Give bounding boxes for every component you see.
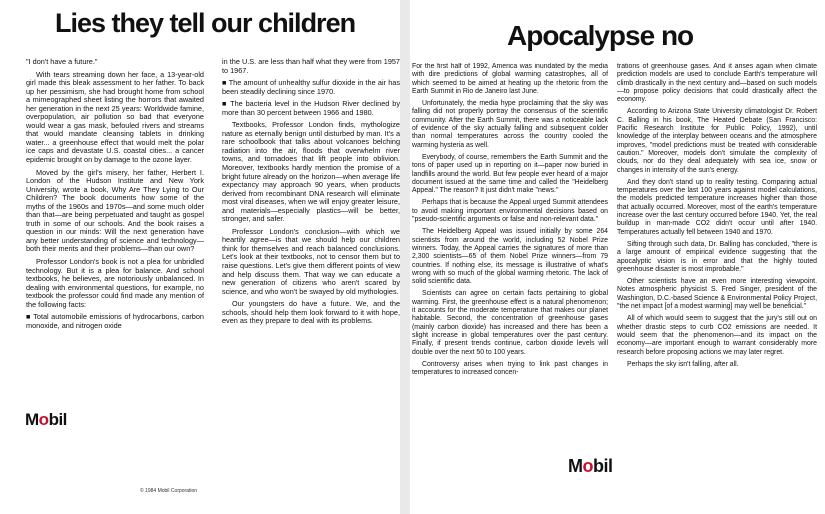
paragraph: Our youngsters do have a future. We, and the schools, should help them look forward to it with hope, even as they prepare to deal with its problems. xyxy=(222,299,400,326)
paragraph: Professor London's book is not a plea for unbridled technology. But it is a plea for balance. And school textbooks, he believes, are notoriously unbalanced. In dealing with environmental questions, for example, no textbook the professor could find made any mention of the following facts: xyxy=(26,257,204,309)
paragraph: ■ The bacteria level in the Hudson River declined by more than 30 percent between 1966 and 1980. xyxy=(222,99,400,117)
paragraph: Textbooks, Professor London finds, mythologize nature as eternally benign until disturbed by man. It's a rare schoolbook that talks about volcanoes belching radiation into the air, floods that overwhelm river towns, and tornadoes that lift people into oblivion. Moreover, textbooks hardly mention the promise of a bright future already on the horizon—when average life expectancy may approach 90 years, when products derived from recombinant DNA research will eliminate most viral diseases, when we will enjoy greater leisure, and materials—especially plastics—will be better, stronger, and safer. xyxy=(222,120,400,224)
paragraph: in the U.S. are less than half what they were from 1957 to 1967. xyxy=(222,58,400,75)
paragraph: ■ Total automobile emissions of hydrocarbons, carbon monoxide, and nitrogen oxide xyxy=(26,312,204,330)
paragraph: Perhaps the sky isn't falling, after all. xyxy=(627,360,739,368)
paragraph: Professor London's conclusion—with which we heartily agree—is that we should help our children think for themselves and reach balanced conclusions. Let's look at their textbooks, not to censor them but to raise questions. Let's give them different points of view and help discuss them. That way we can educate a new generation of citizens who aren't scared by science, and who won't be swayed by old mythologies. xyxy=(222,226,400,296)
paragraph: And they don't stand up to reality testing. Comparing actual temperatures over the last 100 years against model calculations, the models predicted temperature increases higher than those that actually occurred. Moreover, most of the earth's temperature increase over the last century occurred before 1940. Yet, the real buildup in man-made CO2 didn't occur until after 1940. Temperatures actually fell between 1940 and 1970. xyxy=(617,178,817,236)
mobil-logo: Mobil xyxy=(568,456,613,476)
paragraph: trations of greenhouse gases. And it arises again when climate prediction models are used to conclude Earth's temperature will climb drastically in the next century and—based on such models—to propose policy decisions that could drastically affect the economy. xyxy=(617,63,817,104)
paragraph: "I don't have a future." xyxy=(26,58,98,66)
paragraph: Everybody, of course, remembers the Earth Summit and the tons of paper used up in reporting on it—paper now buried in landfills around the world. But few people ever heard of a major document issued at the same time and called the "Heidelberg Appeal." The reason? It just didn't make "news." xyxy=(412,153,608,195)
right-column-2 xyxy=(617,63,817,438)
paragraph: All of which would seem to suggest that the jury's still out on whether drastic steps to curb CO2 emissions are needed. It would seem that the phenomenon—and its impact on the economy—are important enough to warrant considerably more research before proposing actions we may later regret. xyxy=(617,315,817,356)
paragraph: Sifting through such data, Dr. Balling has concluded, "there is a large amount of empirical evidence suggesting that the apocalyptic vision is in error and that the highly touted greenhouse disaster is most improbable." xyxy=(617,240,817,273)
left-advertisement-page xyxy=(0,0,400,514)
copyright-notice: © 1984 Mobil Corporation xyxy=(140,488,198,494)
paragraph: For the first half of 1992, America was inundated by the media with dire predictions of global warming catastrophes, all of which seemed to be aimed at heating up the rhetoric from the Earth Summit in Rio de Janeiro last June. xyxy=(412,63,608,95)
paragraph: ■ The amount of unhealthy sulfur dioxide in the air has been steadily declining since 1970. xyxy=(222,78,400,96)
paragraph: According to Arizona State University climatologist Dr. Robert C. Balling in his book, The Heated Debate (San Francisco: Pacific Research Institute for Public Policy, 1992), until knowledge of the interplay between oceans and the atmosphere improves, "model predictions must be treated with considerable caution." Moreover, models don't simulate the complexity of clouds, nor do they deal adequately with sea ice, snow or changes in intensity of the sun's energy. xyxy=(617,108,817,174)
paragraph: Moved by the girl's misery, her father, Herbert I. London of the Hudson Institute and New York University, wrote a book, Why Are They Lying to Our Children? The book documents how some of the myths of the 1960s and 1970s—and some much older than that—are being perpetuated and taught as gospel truth in some of our schools. And the book raises a question in our minds: Will the next generation have any better understanding of science and technology—both their merits and their problems—than our own? xyxy=(26,167,204,254)
mobil-logo: Mobil xyxy=(25,410,67,429)
paragraph: With tears streaming down her face, a 13-year-old girl made this bleak assessment to her father. To back up her pessimism, she had brought home from school a mimeographed sheet listing the horrors that awaited her generation in the next 25 years: Worldwide famine, overpopulation, air pollution so bad that everyone would wear a gas mask, befouled rivers and streams that would mandate cleansing tablets in drinking water... a greenhouse effect that would melt the polar ice caps and devastate U.S. coastal cities... a cancer epidemic brought on by damage to the ozone layer. xyxy=(26,69,204,165)
right-advertisement-page xyxy=(410,0,825,514)
left-headline: Lies they tell our children xyxy=(55,8,356,38)
page-gutter xyxy=(400,0,410,514)
right-headline: Apocalypse no xyxy=(507,20,694,51)
paragraph: Other scientists have an even more interesting viewpoint. Notes atmospheric physicist S. Fred Singer, president of the Washington, D.C.-based Science & Environmental Policy Project, "the net impact [of a modest warming] may well be beneficial." xyxy=(617,278,817,311)
paragraph: Scientists can agree on certain facts pertaining to global warming. First, the greenhouse effect is a natural phenomenon; it accounts for the moderate temperature that makes our planet habitable. Second, the concentration of greenhouse gases (mainly carbon dioxide) has increased and there has been a slight increase in global temperatures over the past century. Finally, if present trends continue, carbon dioxide levels will double over the next 50 to 100 years. xyxy=(412,290,608,356)
left-column-1 xyxy=(26,58,204,373)
right-column-1 xyxy=(412,63,608,438)
left-column-2 xyxy=(222,58,400,396)
paragraph: The Heidelberg Appeal was issued initially by some 264 scientists from around the world, including 52 Nobel Prize winners. Today, the Appeal carries the signatures of more than 2,300 scientists—65 of them Nobel Prize winners—from 79 countries. If nothing else, its message is illustrative of what's wrong with so much of the global warming rhetoric. The lack of solid scientific data. xyxy=(412,228,608,286)
paragraph: Controversy arises when trying to link past changes in temperatures to increased concen- xyxy=(412,360,608,377)
paragraph: Perhaps that is because the Appeal urged Summit attendees to avoid making important environmental decisions based on "pseudo-scientific arguments or false and non-relevant data." xyxy=(412,199,608,224)
paragraph: Unfortunately, the media hype proclaiming that the sky was falling did not properly portray the consensus of the scientific community. After the Earth Summit, there was a noticeable lack of evidence of the sky actually falling and subsequent colder than normal temperatures across the country cooled the warming hysteria as well. xyxy=(412,100,608,149)
